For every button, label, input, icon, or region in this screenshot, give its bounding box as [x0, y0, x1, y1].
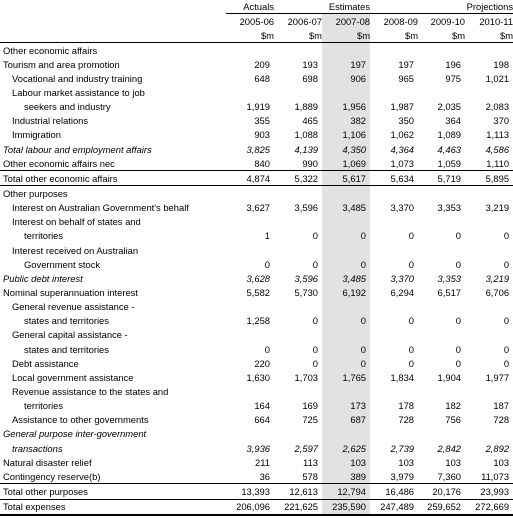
- row-value: [274, 328, 322, 342]
- header-year: 2009-10: [430, 15, 466, 27]
- table-row: [0, 413, 513, 427]
- row-value: 196: [445, 58, 462, 70]
- row-value: 2,597: [294, 442, 318, 454]
- row-value: 3,485: [322, 201, 370, 215]
- row-value: 1,110: [486, 157, 510, 169]
- table-row: [0, 229, 513, 243]
- row-label: Contingency reserve(b): [3, 470, 101, 482]
- row-label: Revenue assistance to the states and: [12, 385, 169, 397]
- row-value: 247,489: [370, 499, 418, 515]
- row-value: 0: [408, 230, 415, 242]
- row-value: 1,021: [485, 72, 510, 84]
- row-value: 3,485: [322, 271, 370, 285]
- row-value: [465, 328, 513, 342]
- row-value: [465, 43, 513, 58]
- row-value: 1,258: [246, 315, 270, 327]
- row-value: [465, 427, 513, 441]
- row-value: [274, 215, 322, 229]
- row-value: 1,765: [322, 370, 370, 384]
- row-value: [274, 243, 322, 257]
- row-value: 2,739: [390, 442, 415, 454]
- row-value: 3,979: [390, 470, 415, 482]
- row-value: [465, 186, 513, 201]
- row-value: 1,062: [390, 129, 415, 141]
- table-row: [0, 171, 513, 186]
- row-value: 6,517: [437, 286, 462, 298]
- table-row: [0, 427, 513, 441]
- table-row: [0, 441, 513, 455]
- row-value: 36: [259, 470, 270, 482]
- row-value: 173: [322, 399, 370, 413]
- row-value: 728: [493, 414, 510, 426]
- row-value: [370, 427, 418, 441]
- row-value: 0: [322, 257, 370, 271]
- row-value: [274, 427, 322, 441]
- row-value: 0: [322, 229, 370, 243]
- header-year: 2007-08: [322, 14, 370, 29]
- row-value: [226, 384, 274, 398]
- table-row: [0, 342, 513, 356]
- row-value: 5,582: [246, 286, 270, 298]
- row-label: General revenue assistance -: [12, 301, 135, 313]
- table-row: [0, 300, 513, 314]
- row-value: 3,370: [390, 202, 415, 214]
- row-value: 903: [254, 129, 270, 141]
- table-row: [0, 314, 513, 328]
- row-value: 2,625: [322, 441, 370, 455]
- row-value: 1,073: [390, 157, 415, 169]
- row-label: Interest on behalf of states and: [12, 216, 141, 228]
- row-value: [418, 328, 465, 342]
- row-value: [370, 300, 418, 314]
- table-row: [0, 399, 513, 413]
- row-value: 272,669: [465, 499, 513, 515]
- row-value: 197: [398, 58, 415, 70]
- row-value: 364: [445, 115, 462, 127]
- row-value: 578: [302, 470, 318, 482]
- row-label: states and territories: [24, 343, 109, 355]
- row-label: Immigration: [12, 129, 61, 141]
- row-value: 113: [303, 456, 318, 468]
- table-row: [0, 186, 513, 201]
- table-row: [0, 215, 513, 229]
- row-value: [418, 215, 465, 229]
- row-value: [370, 243, 418, 257]
- row-value: 5,617: [322, 171, 370, 186]
- row-value: 4,586: [485, 143, 510, 155]
- row-value: 0: [312, 343, 318, 355]
- row-value: 0: [455, 357, 462, 369]
- row-value: 1: [264, 230, 270, 242]
- table-row: [0, 499, 513, 515]
- row-label: Labour market assistance to job: [12, 86, 145, 98]
- row-value: 259,652: [418, 499, 465, 515]
- row-value: 728: [398, 414, 415, 426]
- row-label: Other purposes: [3, 187, 68, 199]
- row-value: [418, 243, 465, 257]
- row-value: [274, 186, 322, 201]
- table-row: [0, 43, 513, 58]
- row-value: 687: [322, 413, 370, 427]
- header-year: 2010-11: [479, 15, 513, 27]
- row-value: 0: [408, 343, 415, 355]
- row-value: 465: [302, 115, 318, 127]
- row-label: Local government assistance: [12, 371, 134, 383]
- row-value: [322, 186, 370, 201]
- row-value: 103: [398, 456, 415, 468]
- row-value: 350: [398, 115, 415, 127]
- row-value: 23,993: [465, 484, 513, 499]
- header-unit: $m: [226, 28, 274, 43]
- row-value: 103: [322, 455, 370, 469]
- table-row: [0, 455, 513, 469]
- row-value: [226, 215, 274, 229]
- row-value: 1,113: [486, 129, 510, 141]
- table-row: [0, 384, 513, 398]
- row-value: 3,353: [437, 272, 462, 284]
- row-value: 1,987: [390, 101, 415, 113]
- row-value: 3,596: [294, 272, 318, 284]
- row-value: 198: [493, 58, 510, 70]
- row-value: [226, 328, 274, 342]
- row-value: 211: [255, 456, 270, 468]
- row-value: [274, 300, 322, 314]
- row-value: 16,486: [370, 484, 418, 499]
- row-value: [465, 215, 513, 229]
- row-value: 1,977: [485, 371, 510, 383]
- row-label: Total other economic affairs: [0, 171, 226, 186]
- row-value: 1,956: [322, 100, 370, 114]
- header-group-projections: Projections: [370, 0, 513, 14]
- row-value: 389: [322, 469, 370, 484]
- table-row: [0, 469, 513, 484]
- row-value: 756: [445, 414, 462, 426]
- row-value: 0: [503, 230, 510, 242]
- row-label: Natural disaster relief: [3, 456, 92, 468]
- row-value: [226, 85, 274, 99]
- row-value: 0: [264, 343, 270, 355]
- row-value: 0: [312, 258, 318, 270]
- row-value: 187: [493, 400, 510, 412]
- row-value: 4,139: [294, 143, 318, 155]
- row-value: 1,904: [437, 371, 462, 383]
- row-value: 0: [503, 343, 510, 355]
- row-value: 5,730: [294, 286, 318, 298]
- row-value: 164: [254, 400, 270, 412]
- row-value: 1,106: [322, 128, 370, 142]
- row-value: 4,350: [322, 142, 370, 156]
- row-value: 5,895: [465, 171, 513, 186]
- row-value: 3,936: [246, 442, 270, 454]
- header-unit: $m: [274, 28, 322, 43]
- row-value: [370, 43, 418, 58]
- row-value: 1,919: [246, 101, 270, 113]
- header-unit: $m: [465, 28, 513, 43]
- row-value: 0: [322, 356, 370, 370]
- header-unit: $m: [370, 28, 418, 43]
- row-value: 698: [302, 72, 318, 84]
- row-value: 221,625: [274, 499, 322, 515]
- table-row: [0, 257, 513, 271]
- row-value: 1,059: [437, 157, 462, 169]
- row-value: 6,706: [485, 286, 510, 298]
- row-value: [418, 85, 465, 99]
- row-label: Interest on Australian Government's behalf: [12, 202, 189, 214]
- row-value: [226, 43, 274, 58]
- row-value: 2,083: [485, 101, 510, 113]
- header-year: 2006-07: [287, 15, 322, 27]
- row-value: 2,892: [485, 442, 510, 454]
- row-value: [322, 328, 370, 342]
- row-value: 1,089: [437, 129, 462, 141]
- row-value: [370, 85, 418, 99]
- row-value: 0: [312, 357, 318, 369]
- row-value: [418, 43, 465, 58]
- row-value: [226, 300, 274, 314]
- row-label: Debt assistance: [12, 357, 79, 369]
- row-value: [465, 300, 513, 314]
- row-value: 13,393: [226, 484, 274, 499]
- row-value: 1,703: [294, 371, 318, 383]
- row-value: 3,596: [294, 202, 318, 214]
- row-value: [322, 300, 370, 314]
- row-value: 4,364: [390, 143, 415, 155]
- row-value: 1,088: [294, 129, 318, 141]
- row-value: 3,627: [246, 202, 270, 214]
- row-value: 0: [408, 258, 415, 270]
- table-row: [0, 142, 513, 156]
- row-value: 169: [302, 400, 318, 412]
- row-label: Total labour and employment affairs: [3, 143, 152, 155]
- header-blank: [0, 0, 226, 14]
- row-value: 3,825: [246, 143, 270, 155]
- row-value: 3,219: [485, 272, 510, 284]
- row-label: seekers and industry: [24, 101, 111, 113]
- row-value: [322, 243, 370, 257]
- table-row: [0, 356, 513, 370]
- row-value: 206,096: [226, 499, 274, 515]
- row-value: 4,463: [437, 143, 462, 155]
- row-value: 0: [312, 315, 318, 327]
- row-value: [370, 384, 418, 398]
- row-label: Total expenses: [0, 499, 226, 515]
- row-value: 0: [312, 230, 318, 242]
- row-value: 1,069: [322, 156, 370, 171]
- header-unit: $m: [418, 28, 465, 43]
- row-value: 3,628: [246, 272, 270, 284]
- row-value: 370: [493, 115, 510, 127]
- header-group-actuals: Actuals: [226, 0, 274, 14]
- table-row: [0, 285, 513, 299]
- row-value: 5,719: [418, 171, 465, 186]
- row-label: transactions: [12, 442, 63, 454]
- row-value: 11,073: [481, 470, 510, 482]
- row-label: Other economic affairs nec: [3, 157, 115, 169]
- row-value: [226, 427, 274, 441]
- row-value: [322, 384, 370, 398]
- header-blank: [0, 28, 226, 43]
- row-value: 12,613: [274, 484, 322, 499]
- row-value: [226, 186, 274, 201]
- row-value: 0: [503, 258, 510, 270]
- row-value: [322, 43, 370, 58]
- row-value: 193: [302, 58, 318, 70]
- row-value: 355: [254, 115, 270, 127]
- row-value: [274, 43, 322, 58]
- table-row: [0, 243, 513, 257]
- row-value: 209: [254, 58, 270, 70]
- row-value: 0: [455, 343, 462, 355]
- row-label: Interest received on Australian: [12, 244, 139, 256]
- row-value: 220: [254, 357, 270, 369]
- header-unit: $m: [322, 28, 370, 43]
- row-value: 3,370: [390, 272, 415, 284]
- table-row: [0, 100, 513, 114]
- row-value: [465, 85, 513, 99]
- row-value: [274, 85, 322, 99]
- header-unit-row: [0, 28, 513, 43]
- header-year: 2005-06: [239, 15, 274, 27]
- row-value: 840: [254, 157, 270, 169]
- row-value: 2,842: [437, 442, 462, 454]
- row-value: 0: [503, 315, 510, 327]
- row-value: 0: [322, 314, 370, 328]
- row-label: states and territories: [24, 315, 109, 327]
- header-group-row: [0, 0, 513, 14]
- row-value: 5,322: [274, 171, 322, 186]
- row-value: [465, 243, 513, 257]
- row-label: General purpose inter-government: [3, 428, 147, 440]
- header-blank: [0, 14, 226, 29]
- row-value: 178: [398, 400, 415, 412]
- row-value: 20,176: [418, 484, 465, 499]
- row-value: 197: [322, 57, 370, 71]
- row-value: 990: [302, 157, 318, 169]
- row-value: 906: [322, 71, 370, 85]
- row-label: Assistance to other governments: [12, 414, 149, 426]
- row-value: 975: [445, 72, 462, 84]
- row-value: [465, 384, 513, 398]
- row-value: 6,294: [390, 286, 415, 298]
- row-value: 2,035: [437, 101, 462, 113]
- row-label: Tourism and area promotion: [3, 58, 120, 70]
- row-value: 0: [455, 230, 462, 242]
- header-year: 2008-09: [383, 15, 419, 27]
- row-value: [370, 215, 418, 229]
- row-label: Other economic affairs: [3, 44, 98, 56]
- table-row: [0, 201, 513, 215]
- row-value: [226, 243, 274, 257]
- row-value: [418, 384, 465, 398]
- row-label: Total other purposes: [0, 484, 226, 499]
- row-value: 0: [264, 258, 270, 270]
- row-value: 664: [254, 414, 270, 426]
- row-value: 0: [455, 258, 462, 270]
- row-value: 3,219: [485, 202, 510, 214]
- row-value: 0: [455, 315, 462, 327]
- row-value: 0: [322, 342, 370, 356]
- table-row: [0, 484, 513, 499]
- row-value: [370, 186, 418, 201]
- row-label: Government stock: [24, 258, 101, 270]
- row-label: Nominal superannuation interest: [3, 286, 138, 298]
- row-label: General capital assistance -: [12, 329, 128, 341]
- row-value: [274, 384, 322, 398]
- table-row: [0, 57, 513, 71]
- row-value: 235,590: [322, 499, 370, 515]
- row-value: 4,874: [226, 171, 274, 186]
- row-label: territories: [24, 230, 64, 242]
- header-year-row: [0, 14, 513, 29]
- row-value: 7,360: [437, 470, 462, 482]
- row-value: 6,192: [322, 285, 370, 299]
- row-value: [418, 186, 465, 201]
- row-value: [370, 328, 418, 342]
- row-value: 103: [445, 456, 462, 468]
- row-value: 103: [493, 456, 510, 468]
- row-value: 1,630: [246, 371, 270, 383]
- table-row: [0, 85, 513, 99]
- row-label: territories: [24, 400, 64, 412]
- row-value: 965: [398, 72, 415, 84]
- row-label: Industrial relations: [12, 115, 89, 127]
- table-row: [0, 271, 513, 285]
- row-value: 1,834: [390, 371, 415, 383]
- row-value: [322, 215, 370, 229]
- table-row: [0, 370, 513, 384]
- table-body: [0, 43, 513, 515]
- header-group-estimates: Estimates: [274, 0, 370, 14]
- row-label: Vocational and industry training: [12, 72, 143, 84]
- table-row: [0, 71, 513, 85]
- table-row: [0, 114, 513, 128]
- row-value: 182: [445, 400, 462, 412]
- row-value: 3,353: [437, 202, 462, 214]
- row-value: 725: [302, 414, 318, 426]
- row-value: 648: [254, 72, 270, 84]
- table-row: [0, 156, 513, 171]
- row-value: [322, 427, 370, 441]
- row-value: 382: [322, 114, 370, 128]
- row-value: 5,634: [370, 171, 418, 186]
- row-value: [418, 427, 465, 441]
- row-value: 12,794: [322, 484, 370, 499]
- row-value: 0: [503, 357, 510, 369]
- table-row: [0, 328, 513, 342]
- row-value: 0: [408, 357, 415, 369]
- row-label: Public debt interest: [3, 272, 83, 284]
- row-value: 0: [408, 315, 415, 327]
- table-row: [0, 128, 513, 142]
- row-value: [418, 300, 465, 314]
- row-value: [322, 85, 370, 99]
- row-value: 1,889: [294, 101, 318, 113]
